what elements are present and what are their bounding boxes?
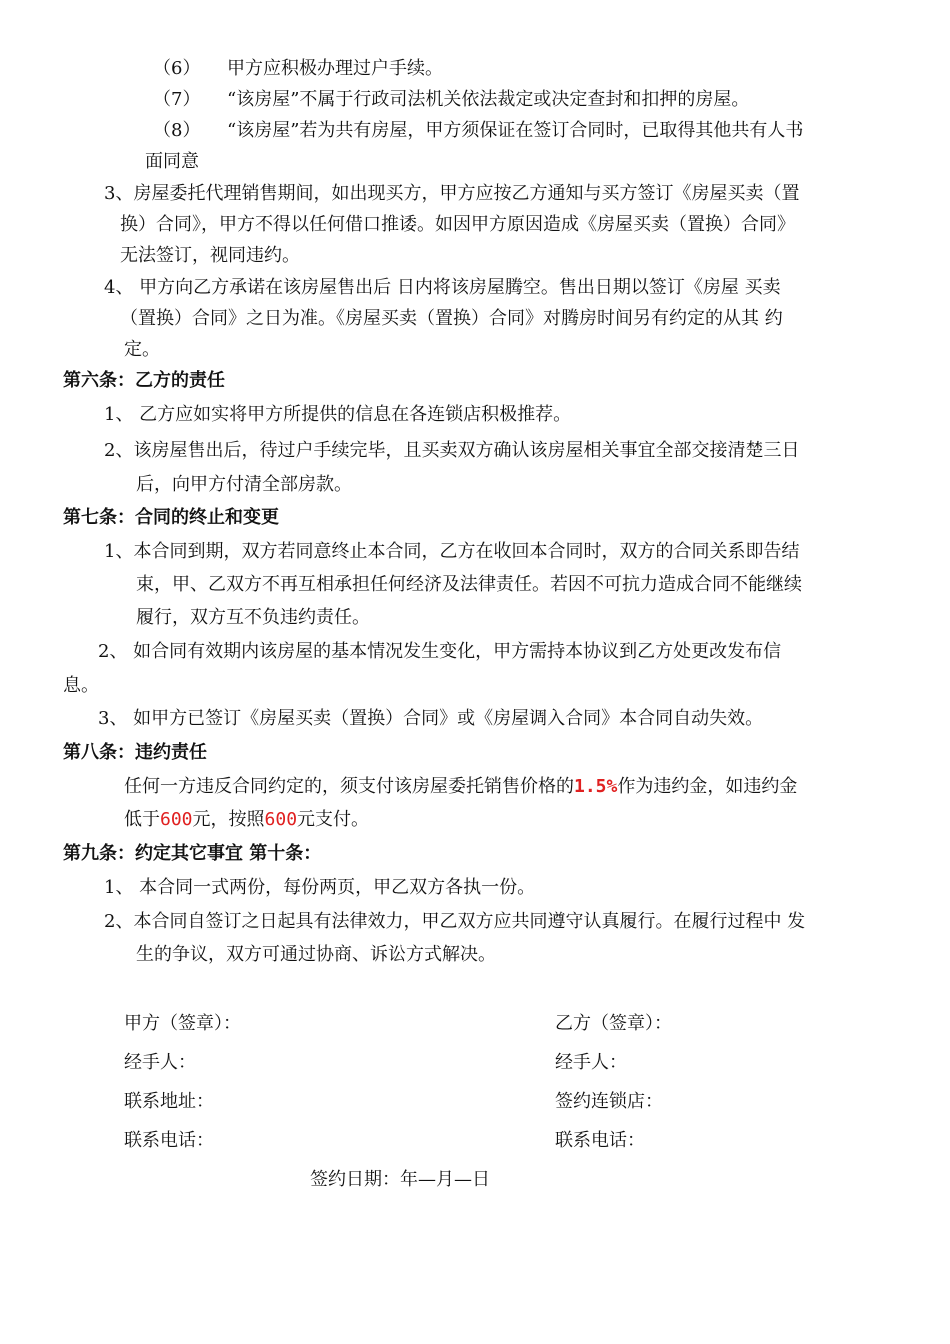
- clause-7-item-1-line-3: 履行，双方互不负违约责任。: [136, 607, 370, 628]
- party-a-agent: 经手人：: [124, 1052, 196, 1073]
- paragraph-4-line-3: 定。: [124, 339, 160, 360]
- paragraph-3-line-2: 换）合同》，甲方不得以任何借口推诿。如因甲方原因造成《房屋买卖（置换）合同》: [120, 214, 795, 235]
- clause-7-heading: 第七条：合同的终止和变更: [63, 507, 279, 528]
- paragraph-3-line-3: 无法签订，视同违约。: [120, 245, 300, 266]
- item-6-number: （6）: [153, 58, 201, 79]
- paragraph-4-line-2: （置换）合同》之日为准。《房屋买卖（置换）合同》对腾房时间另有约定的从其 约: [120, 308, 783, 329]
- minimum-amount-2: 600: [264, 809, 298, 830]
- party-b-store: 签约连锁店：: [555, 1091, 663, 1112]
- paragraph-4-line-1: 4、 甲方向乙方承诺在该房屋售出后 日内将该房屋腾空。售出日期以签订《房屋 买卖: [104, 277, 781, 298]
- clause-9-item-1: 1、 本合同一式两份，每份两页，甲乙双方各执一份。: [104, 877, 536, 898]
- paragraph-3-line-1: 3、房屋委托代理销售期间，如出现买方，甲方应按乙方通知与买方签订《房屋买卖（置: [104, 183, 800, 204]
- clause-7-item-2-line-2: 息。: [63, 675, 99, 696]
- clause-8-line-1: [124, 776, 797, 798]
- item-8-number: （8）: [153, 120, 201, 141]
- clause-7-item-3: 3、 如甲方已签订《房屋买卖（置换）合同》或《房屋调入合同》本合同自动失效。: [98, 708, 764, 729]
- clause-7-item-1-line-2: 束，甲、乙双方不再互相承担任何经济及法律责任。若因不可抗力造成合同不能继续: [136, 574, 802, 595]
- party-b-seal: 乙方（签章）：: [555, 1013, 672, 1034]
- clause-6-heading: 第六条：乙方的责任: [63, 370, 225, 391]
- clause-8-line-1-end: 作为违约金，如违约金: [617, 776, 798, 797]
- party-a-seal: 甲方（签章）：: [124, 1013, 241, 1034]
- party-b-phone: 联系电话：: [555, 1130, 645, 1151]
- clause-9-item-2-line-2: 生的争议，双方可通过协商、诉讼方式解决。: [136, 944, 496, 965]
- clause-8-heading: 第八条：违约责任: [63, 742, 207, 763]
- clause-8-line-2-start: 低于: [124, 809, 160, 830]
- signing-date: 签约日期：年—月—日: [310, 1169, 490, 1190]
- penalty-rate: 1.5%: [574, 776, 618, 797]
- item-8-text-line-2: 面同意: [145, 151, 199, 172]
- clause-9-item-2-line-1: 2、本合同自签订之日起具有法律效力，甲乙双方应共同遵守认真履行。在履行过程中 发: [104, 911, 806, 932]
- party-a-address: 联系地址：: [124, 1091, 214, 1112]
- clause-8-line-2: [124, 809, 369, 831]
- clause-9-heading: 第九条：约定其它事宜 第十条：: [63, 843, 322, 864]
- clause-6-item-1: 1、 乙方应如实将甲方所提供的信息在各连锁店积极推荐。: [104, 404, 572, 425]
- clause-8-line-2-mid: 元，按照: [192, 809, 265, 830]
- party-a-phone: 联系电话：: [124, 1130, 214, 1151]
- clause-7-item-2-line-1: 2、 如合同有效期内该房屋的基本情况发生变化，甲方需持本协议到乙方处更改发布信: [98, 641, 782, 662]
- party-b-agent: 经手人：: [555, 1052, 627, 1073]
- item-7-number: （7）: [153, 89, 201, 110]
- clause-8-line-1-start: 任何一方违反合同约定的，须支付该房屋委托销售价格的: [124, 776, 574, 797]
- item-7-text: “该房屋”不属于行政司法机关依法裁定或决定查封和扣押的房屋。: [227, 89, 750, 110]
- clause-7-item-1-line-1: 1、本合同到期，双方若同意终止本合同，乙方在收回本合同时，双方的合同关系即告结: [104, 541, 800, 562]
- clause-6-item-2-line-1: 2、该房屋售出后，待过户手续完毕，且买卖双方确认该房屋相关事宜全部交接清楚三日: [104, 440, 800, 461]
- item-8-text-line-1: “该房屋”若为共有房屋，甲方须保证在签订合同时，已取得其他共有人书: [227, 120, 804, 141]
- clause-8-line-2-end: 元支付。: [297, 809, 370, 830]
- item-6-text: 甲方应积极办理过户手续。: [227, 58, 443, 79]
- clause-6-item-2-line-2: 后，向甲方付清全部房款。: [136, 474, 352, 495]
- minimum-amount-1: 600: [160, 809, 193, 830]
